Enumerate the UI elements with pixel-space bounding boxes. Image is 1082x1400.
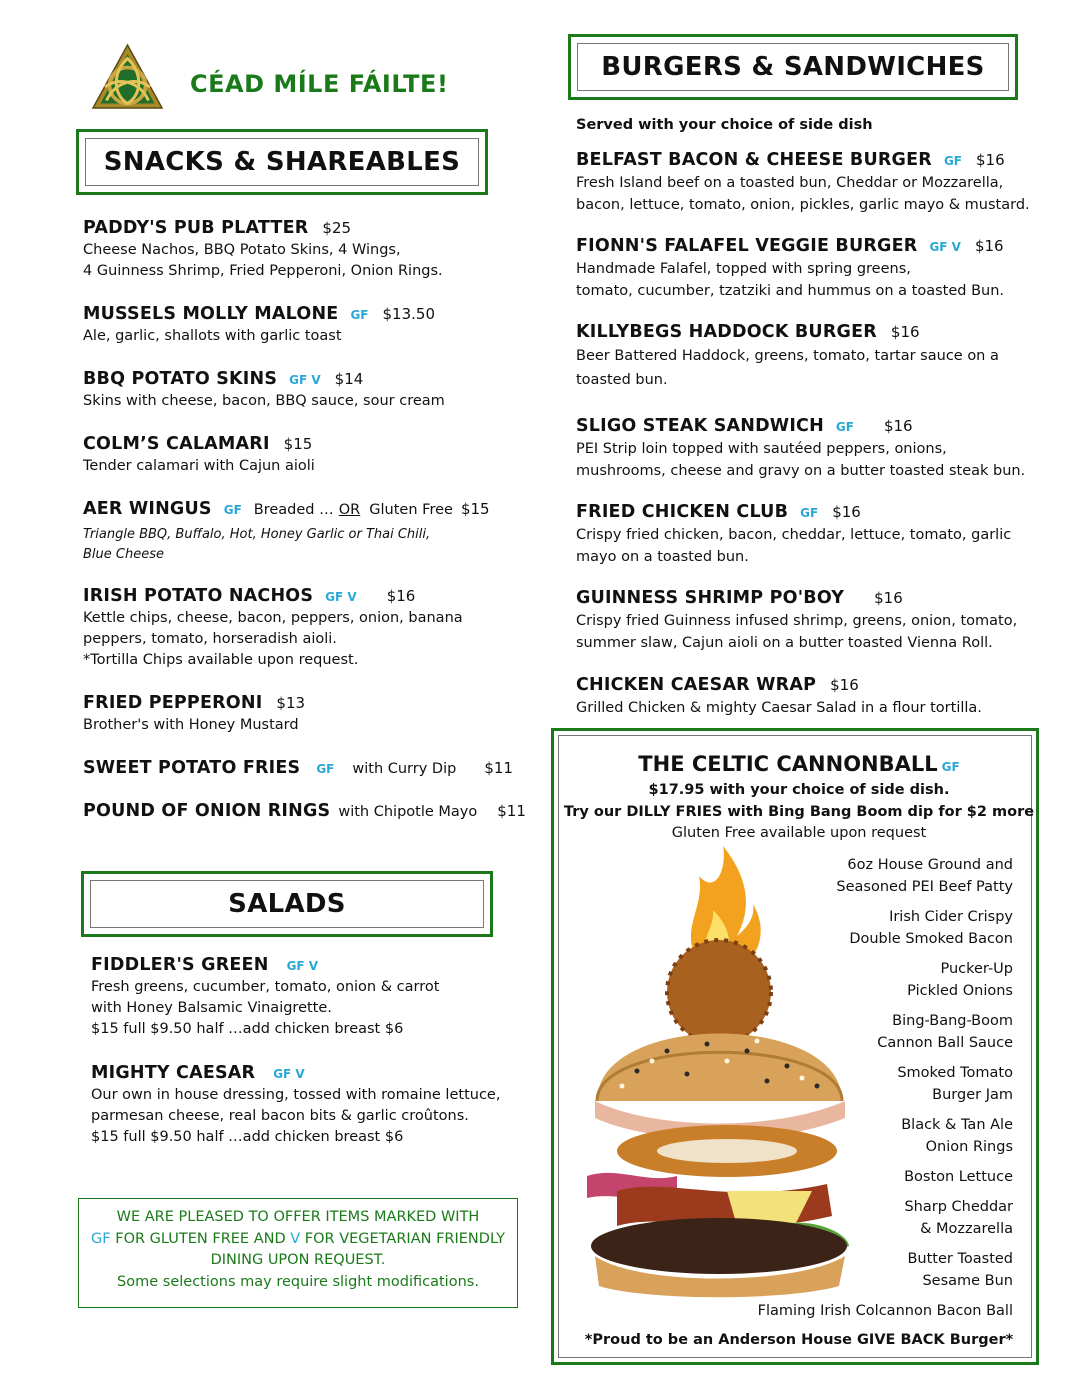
- diet-tag: GF: [943, 154, 962, 168]
- menu-item: [576, 322, 1046, 392]
- menu-item: [576, 675, 1046, 719]
- item-price: $16: [974, 237, 1004, 255]
- menu-item: [83, 304, 553, 347]
- item-name: SWEET POTATO FRIES: [83, 758, 301, 778]
- cannonball-promo-line: Try our DILLY FRIES with Bing Bang Boom dip for $2 more: [563, 804, 1035, 820]
- item-price: $25: [322, 219, 352, 237]
- item-price: $16: [386, 587, 416, 605]
- cannonball-feature-box: [551, 728, 1039, 1365]
- item-name: BELFAST BACON & CHEESE BURGER: [576, 150, 932, 170]
- notice-line: GF FOR GLUTEN FREE AND V FOR VEGETARIAN FRIENDLY: [91, 1230, 505, 1247]
- notice-line: WE ARE PLEASED TO OFFER ITEMS MARKED WITH: [116, 1209, 480, 1225]
- item-name: FRIED PEPPERONI: [83, 693, 263, 713]
- menu-item: [576, 150, 1046, 216]
- item-price: $13: [276, 694, 306, 712]
- item-name: MIGHTY CAESAR: [91, 1063, 256, 1083]
- diet-tag: GF: [223, 503, 242, 517]
- item-desc: Crispy fried Guinness infused shrimp, greens, onion, tomato, summer slaw, Cajun aioli on a butter toasted Vienna Roll.: [576, 613, 1018, 651]
- item-desc: Cheese Nachos, BBQ Potato Skins, 4 Wings, 4 Guinness Shrimp, Fried Pepperoni, Onion Rings.: [83, 242, 443, 279]
- item-name: BBQ POTATO SKINS: [83, 369, 278, 389]
- menu-item: [83, 586, 553, 671]
- menu-item: [83, 218, 553, 282]
- menu-item: [83, 434, 553, 477]
- item-desc: Beer Battered Haddock, greens, tomato, tartar sauce on a toasted bun.: [576, 348, 999, 388]
- snacks-heading-box: [76, 129, 488, 195]
- diet-tag: GF: [800, 506, 819, 520]
- menu-item: [83, 499, 553, 565]
- menu-item: [83, 758, 553, 778]
- cannonball-price-line: $17.95 with your choice of side dish.: [648, 782, 950, 798]
- item-name: MUSSELS MOLLY MALONE: [83, 304, 339, 324]
- item-name: COLM’S CALAMARI: [83, 434, 270, 454]
- item-name: POUND OF ONION RINGS: [83, 801, 331, 821]
- menu-item: [576, 416, 1046, 482]
- item-desc: Our own in house dressing, tossed with romaine lettuce, parmesan cheese, real bacon bits & garlic croûtons. $15 full $9.50 half …add chicken breast $6: [91, 1087, 501, 1145]
- ingredient-label: Pucker-Up Pickled Onions: [907, 961, 1013, 999]
- item-desc: Handmade Falafel, topped with spring greens, tomato, cucumber, tzatziki and hummus on a toasted Bun.: [576, 261, 1005, 299]
- diet-tag: GF V: [289, 373, 321, 387]
- item-option: Breaded …: [253, 502, 334, 518]
- item-price: $15: [460, 500, 490, 518]
- item-name: FRIED CHICKEN CLUB: [576, 502, 789, 522]
- item-name: CHICKEN CAESAR WRAP: [576, 675, 817, 695]
- item-price: $13.50: [382, 305, 435, 323]
- item-desc: Crispy fried chicken, bacon, cheddar, lettuce, tomato, garlic mayo on a toasted bun.: [576, 527, 1012, 565]
- ingredient-label: Smoked Tomato Burger Jam: [897, 1065, 1013, 1103]
- item-desc: Triangle BBQ, Buffalo, Hot, Honey Garlic or Thai Chili, Blue Cheese: [83, 527, 431, 562]
- notice-line: Some selections may require slight modifications.: [117, 1273, 479, 1290]
- item-desc: Tender calamari with Cajun aioli: [83, 458, 315, 474]
- ingredient-label: Irish Cider Crispy Double Smoked Bacon: [849, 909, 1013, 947]
- item-name: GUINNESS SHRIMP PO'BOY: [576, 588, 845, 608]
- menu-item: [576, 502, 1046, 568]
- burgers-heading-box: [568, 34, 1018, 100]
- cannonball-inner: [558, 735, 1035, 1358]
- ingredient-label: 6oz House Ground and Seasoned PEI Beef Patty: [836, 857, 1013, 895]
- menu-item: [83, 693, 553, 736]
- menu-item: [576, 236, 1046, 302]
- menu-item: [91, 1063, 511, 1148]
- item-name: SLIGO STEAK SANDWICH: [576, 416, 824, 436]
- item-price: $16: [975, 151, 1005, 169]
- item-desc: Brother's with Honey Mustard: [83, 717, 299, 733]
- item-price: $16: [832, 503, 861, 521]
- burgers-subheading: Served with your choice of side dish: [576, 117, 873, 133]
- item-desc: Fresh greens, cucumber, tomato, onion & carrot with Honey Balsamic Vinaigrette. $15 full $9.50 half …add chicken breast $6: [91, 979, 440, 1037]
- item-desc: Fresh Island beef on a toasted bun, Cheddar or Mozzarella, bacon, lettuce, tomato, onion, pickles, garlic mayo & mustard.: [576, 175, 1030, 213]
- menu-item: [83, 369, 553, 412]
- item-option: with Curry Dip: [352, 761, 457, 777]
- item-price: $16: [890, 323, 920, 341]
- salads-heading-box: [81, 871, 493, 937]
- item-name: FIDDLER'S GREEN: [91, 955, 269, 975]
- menu-item: [83, 801, 553, 821]
- diet-tag: GF V: [286, 959, 319, 973]
- welcome-title: CÉAD MÍLE FÁILTE!: [190, 70, 449, 98]
- item-price: $16: [883, 417, 913, 435]
- item-name: IRISH POTATO NACHOS: [83, 586, 314, 606]
- dietary-notice: [78, 1198, 518, 1308]
- salads-heading: SALADS: [90, 880, 484, 928]
- diet-tag: GF: [941, 760, 960, 774]
- notice-line: DINING UPON REQUEST.: [210, 1252, 386, 1268]
- ingredient-label: Butter Toasted Sesame Bun: [907, 1251, 1013, 1289]
- celtic-knot-logo: [90, 42, 165, 117]
- burgers-heading: BURGERS & SANDWICHES: [577, 43, 1009, 91]
- ingredient-label: Black & Tan Ale Onion Rings: [901, 1117, 1013, 1155]
- diet-tag: GF V: [273, 1067, 305, 1081]
- ingredient-label: Flaming Irish Colcannon Bacon Ball: [757, 1303, 1013, 1319]
- ingredient-label: Sharp Cheddar & Mozzarella: [904, 1199, 1013, 1237]
- menu-item: [91, 955, 511, 1040]
- item-price: $14: [334, 370, 364, 388]
- item-desc: Ale, garlic, shallots with garlic toast: [83, 328, 342, 344]
- item-price: $15: [283, 435, 313, 453]
- item-name: PADDY'S PUB PLATTER: [83, 218, 309, 238]
- ingredient-label: Bing-Bang-Boom Cannon Ball Sauce: [877, 1013, 1013, 1051]
- diet-tag: GF: [350, 308, 369, 322]
- item-price: $11: [497, 802, 526, 820]
- cannonball-title: THE CELTIC CANNONBALL GF: [638, 752, 960, 776]
- item-option-or: OR: [338, 502, 361, 518]
- item-desc: PEI Strip loin topped with sautéed peppers, onions, mushrooms, cheese and gravy on a butter toasted steak bun.: [576, 441, 1026, 479]
- item-price: $16: [874, 589, 903, 607]
- diet-tag: GF: [835, 420, 854, 434]
- item-price: $16: [830, 676, 859, 694]
- diet-tag: GF V: [325, 590, 357, 604]
- diet-tag: GF: [316, 762, 335, 776]
- item-option: Gluten Free: [369, 502, 453, 518]
- item-price: $11: [484, 759, 513, 777]
- menu-item: [576, 588, 1046, 654]
- cannonball-gf-line: Gluten Free available upon request: [671, 825, 927, 841]
- cannonball-footer: *Proud to be an Anderson House GIVE BACK Burger*: [584, 1332, 1014, 1348]
- item-option: with Chipotle Mayo: [338, 804, 478, 820]
- snacks-heading: SNACKS & SHAREABLES: [85, 138, 479, 186]
- item-desc: Kettle chips, cheese, bacon, peppers, onion, banana peppers, tomato, horseradish aioli. *Tortilla Chips available upon request.: [83, 610, 463, 668]
- item-name: KILLYBEGS HADDOCK BURGER: [576, 322, 877, 342]
- ingredient-label: Boston Lettuce: [904, 1169, 1013, 1185]
- item-desc: Skins with cheese, bacon, BBQ sauce, sour cream: [83, 393, 445, 409]
- item-desc: Grilled Chicken & mighty Caesar Salad in a flour tortilla.: [576, 700, 982, 716]
- diet-tag: GF V: [929, 240, 961, 254]
- item-name: FIONN'S FALAFEL VEGGIE BURGER: [576, 236, 918, 256]
- item-name: AER WINGUS: [83, 499, 212, 519]
